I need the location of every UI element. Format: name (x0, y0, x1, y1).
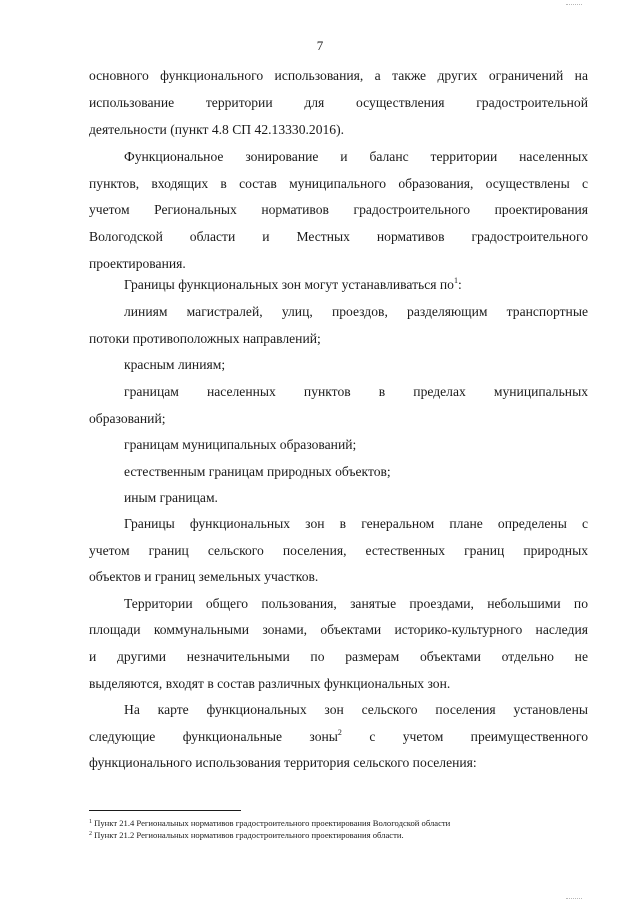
line-text: следующие функциональные зоны (89, 729, 338, 744)
text-line: проектирования. (89, 256, 186, 271)
footnote (89, 818, 450, 828)
text-line: выделяются, входят в состав различных функциональных зон. (89, 676, 451, 691)
text-line-with-footnote-ref (89, 729, 588, 745)
list-item: иным границам. (124, 490, 218, 505)
line-text: Границы функциональных зон могут устанавливаться по (124, 277, 454, 292)
text-line: объектов и границ земельных участков. (89, 569, 319, 584)
footnote-text: Пункт 21.4 Региональных нормативов градостроительного проектирования Вологодской области (94, 818, 451, 828)
list-item: границам населенных пунктов в пределах муниципальных (124, 384, 588, 399)
text-line: деятельности (пункт 4.8 СП 42.13330.2016). (89, 122, 345, 137)
list-item: естественным границам природных объектов; (124, 464, 391, 479)
footnote-ref: 2 (337, 728, 342, 737)
footnote-ref: 1 (453, 276, 458, 285)
text-line: Функциональное зонирование и баланс территории населенных (124, 149, 588, 164)
text-line: Территории общего пользования, занятые проездами, небольшими по (124, 596, 588, 611)
text-line: и другими незначительными по размерам объектами отдельно не (89, 649, 588, 664)
line-text: с учетом преимущественного (369, 729, 589, 744)
footnote-mark: 1 (89, 819, 92, 825)
text-line-with-footnote-ref (124, 277, 588, 293)
text-line: площади коммунальными зонами, объектами историко-культурного наследия (89, 622, 588, 637)
list-item: линиям магистралей, улиц, проездов, разделяющим транспортные (124, 304, 588, 319)
scan-mark-top (566, 4, 582, 5)
footnote-mark: 2 (89, 831, 92, 837)
text-line: Границы функциональных зон в генеральном плане определены с (124, 516, 588, 531)
text-line: использование территории для осуществления градостроительной (89, 95, 588, 110)
footnote-text: Пункт 21.2 Региональных нормативов градостроительного проектирования области. (94, 830, 404, 840)
text-line: функционального использования территория сельского поселения: (89, 755, 477, 770)
text-line: потоки противоположных направлений; (89, 331, 321, 346)
list-item: границам муниципальных образований; (124, 437, 357, 452)
text-line: На карте функциональных зон сельского поселения установлены (124, 702, 588, 717)
text-line: основного функционального использования, а также других ограничений на (89, 68, 588, 83)
list-item: красным линиям; (124, 357, 226, 372)
line-text: : (457, 277, 462, 292)
text-line: учетом границ сельского поселения, естественных границ природных (89, 543, 588, 558)
text-line: пунктов, входящих в состав муниципального образования, осуществлены с (89, 176, 588, 191)
page-number: 7 (316, 38, 324, 53)
scan-mark-bottom (566, 898, 582, 899)
footnote (89, 830, 404, 840)
text-line: образований; (89, 411, 166, 426)
text-line: учетом Региональных нормативов градостроительного проектирования (89, 202, 588, 217)
footnote-separator (89, 810, 241, 811)
text-line: Вологодской области и Местных нормативов градостроительного (89, 229, 588, 244)
